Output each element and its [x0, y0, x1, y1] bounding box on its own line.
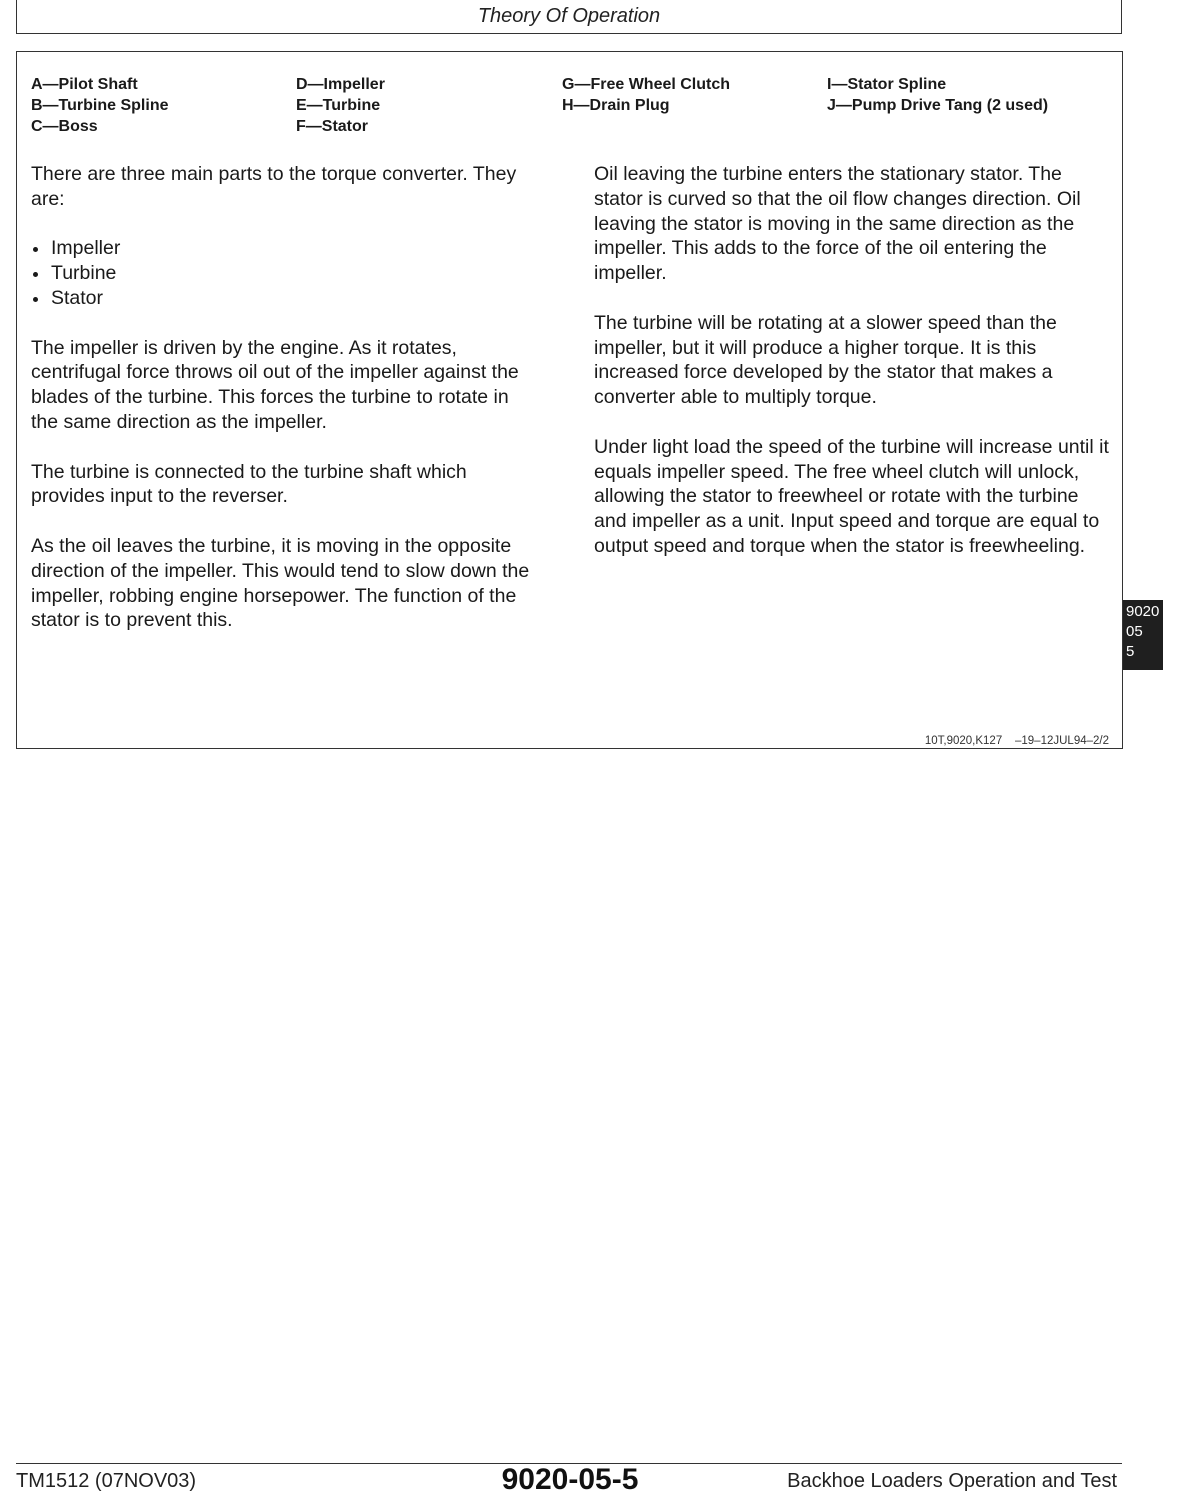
- side-tab-line: 9020: [1126, 603, 1160, 620]
- intro-paragraph: There are three main parts to the torque converter. They are:: [31, 163, 517, 210]
- legend-column: [31, 74, 168, 137]
- legend-item: F—Stator: [296, 118, 368, 135]
- section-side-tab: [1123, 600, 1163, 670]
- legend-column: [562, 74, 730, 116]
- body-paragraph: Under light load the speed of the turbine will increase until it equals impeller speed. The free wheel clutch will unlock, allowing the stator to freewheel or rotate with the turbine and impeller as a unit. Input speed and torque are equal to output speed and torque when the stator is freewheeling.: [594, 435, 1109, 557]
- page-number: 9020-05-5: [501, 1463, 639, 1496]
- side-tab-line: 5: [1126, 643, 1135, 660]
- content-panel: [16, 51, 1123, 749]
- body-paragraph: The turbine is connected to the turbine shaft which provides input to the reverser.: [31, 460, 467, 508]
- parts-list: [31, 236, 531, 310]
- body-paragraph: As the oil leaves the turbine, it is moving in the opposite direction of the impeller. This would tend to slow down the impeller, robbing engine horsepower. The function of the stator is to prevent this.: [31, 534, 530, 632]
- manual-title: Backhoe Loaders Operation and Test: [787, 1470, 1117, 1492]
- section-title: Theory Of Operation: [477, 5, 661, 27]
- legend-column: [827, 74, 1048, 116]
- legend-column: [296, 74, 385, 137]
- body-paragraph: Oil leaving the turbine enters the stationary stator. The stator is curved so that the oil flow changes direction. Oil leaving the stator is moving in the same direction as the impeller. This adds to the force of the oil entering the impeller.: [594, 163, 1081, 285]
- reference-code: 10T,9020,K127 –19–12JUL94–2/2: [924, 735, 1109, 747]
- side-tab-line: 05: [1126, 623, 1143, 640]
- list-item: Stator: [31, 286, 531, 311]
- legend-item: D—Impeller: [296, 76, 385, 93]
- legend-item: A—Pilot Shaft: [31, 76, 138, 93]
- left-text-column: [31, 162, 531, 658]
- legend-item: H—Drain Plug: [562, 97, 670, 114]
- page-header: [16, 0, 1122, 34]
- legend-item: I—Stator Spline: [827, 76, 947, 93]
- legend-item: G—Free Wheel Clutch: [562, 76, 731, 93]
- manual-id: TM1512 (07NOV03): [16, 1470, 197, 1492]
- legend-item: B—Turbine Spline: [31, 97, 169, 114]
- body-paragraph: The impeller is driven by the engine. As it rotates, centrifugal force throws oil out of the impeller against the blades of the turbine. This forces the turbine to rotate in the same direction as the impeller.: [31, 336, 519, 433]
- list-item: Impeller: [31, 236, 531, 261]
- legend-item: C—Boss: [31, 118, 98, 135]
- list-item: Turbine: [31, 261, 531, 286]
- legend-item: J—Pump Drive Tang (2 used): [827, 97, 1049, 114]
- legend-item: E—Turbine: [296, 97, 381, 114]
- body-paragraph: The turbine will be rotating at a slower speed than the impeller, but it will produce a higher torque. It is this increased force developed by the stator that makes a converter able to multiply torque.: [594, 311, 1057, 409]
- right-text-column: [594, 162, 1109, 584]
